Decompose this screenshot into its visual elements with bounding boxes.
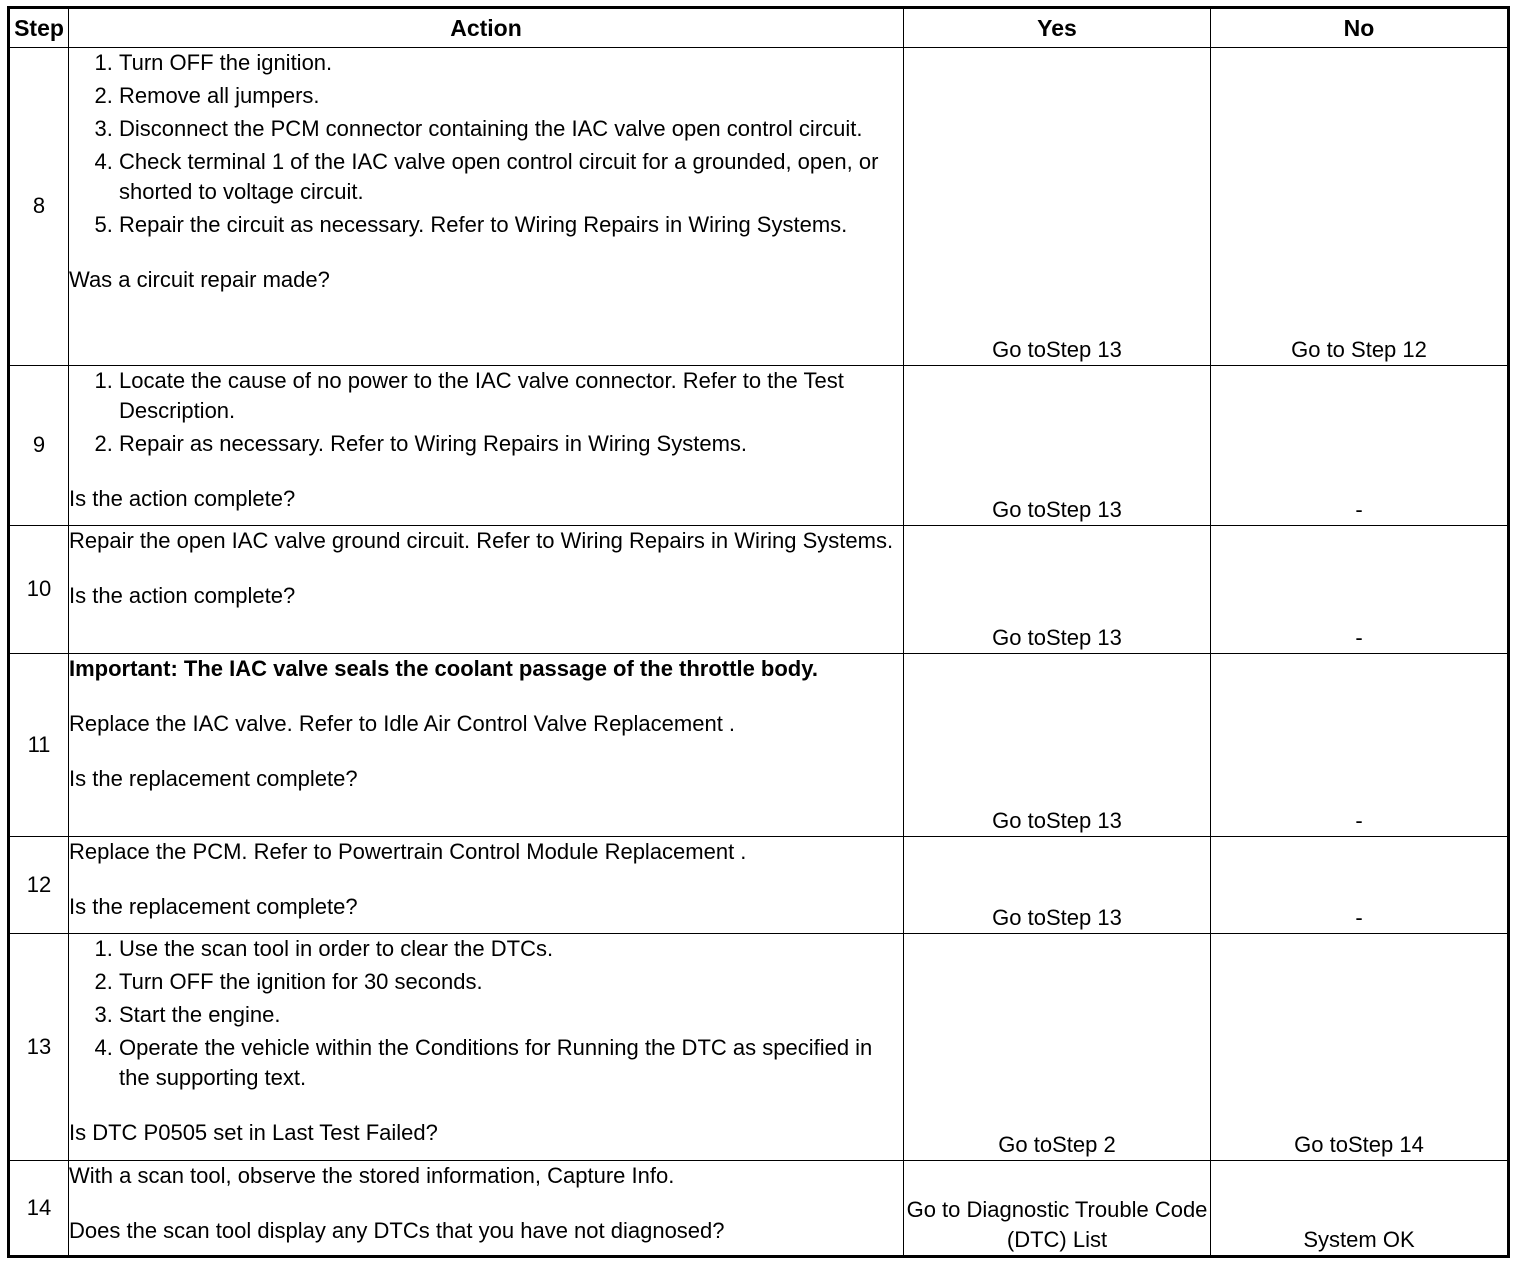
action-cell — [69, 837, 904, 934]
list-item: 4. Check terminal 1 of the IAC valve open control circuit for a grounded, open, or shorted to voltage circuit. — [119, 147, 903, 207]
list-item: 3. Disconnect the PCM connector containing the IAC valve open control circuit. — [119, 114, 903, 144]
step-number: 9 — [9, 365, 69, 525]
question-text: Is the action complete? — [69, 582, 296, 608]
action-cell — [69, 1160, 904, 1256]
no-result: - — [1211, 365, 1509, 525]
action-list — [69, 934, 903, 1093]
action-cell — [69, 48, 904, 366]
yes-result: Go toStep 2 — [904, 934, 1211, 1160]
list-item: 5. Repair the circuit as necessary. Refer to Wiring Repairs in Wiring Systems. — [119, 210, 903, 240]
question-text: Is the replacement complete? — [69, 894, 358, 920]
action-list — [69, 48, 903, 240]
question-text: Was a circuit repair made? — [69, 267, 330, 292]
list-item: 3. Start the engine. — [119, 1000, 903, 1030]
no-result: Go to Step 12 — [1211, 48, 1509, 366]
no-result: - — [1211, 525, 1509, 653]
list-item: 1. Use the scan tool in order to clear the DTCs. — [119, 934, 903, 964]
header-row — [9, 8, 1509, 48]
table-row-step-14 — [9, 1160, 1509, 1256]
table-row-step-13 — [9, 934, 1509, 1160]
list-item: 4. Operate the vehicle within the Conditions for Running the DTC as specified in the supporting text. — [119, 1033, 903, 1093]
no-result: Go toStep 14 — [1211, 934, 1509, 1160]
table-row-step-12 — [9, 837, 1509, 934]
header-yes: Yes — [904, 8, 1211, 48]
action-text: With a scan tool, observe the stored information, Capture Info. — [69, 1162, 675, 1188]
question-text: Is DTC P0505 set in Last Test Failed? — [69, 1120, 438, 1146]
table-row-step-8 — [9, 48, 1509, 366]
question-text: Is the replacement complete? — [69, 765, 358, 791]
question-text: Does the scan tool display any DTCs that you have not diagnosed? — [69, 1217, 725, 1243]
diagnostic-table — [7, 6, 1510, 1258]
action-list — [69, 366, 903, 459]
action-cell — [69, 934, 904, 1160]
no-result: - — [1211, 837, 1509, 934]
yes-result: Go toStep 13 — [904, 653, 1211, 836]
important-note: Important: The IAC valve seals the coolant passage of the throttle body. — [69, 655, 818, 681]
yes-result: Go toStep 13 — [904, 365, 1211, 525]
action-cell — [69, 525, 904, 653]
table-row-step-10 — [9, 525, 1509, 653]
yes-result: Go to Diagnostic Trouble Code (DTC) List — [904, 1160, 1211, 1256]
header-action: Action — [69, 8, 904, 48]
step-number: 8 — [9, 48, 69, 366]
yes-result: Go toStep 13 — [904, 48, 1211, 366]
action-text: Replace the PCM. Refer to Powertrain Control Module Replacement . — [69, 839, 747, 865]
step-number: 14 — [9, 1160, 69, 1256]
action-cell — [69, 653, 904, 836]
action-cell — [69, 365, 904, 525]
step-number: 12 — [9, 837, 69, 934]
no-result: - — [1211, 653, 1509, 836]
list-item: 2. Turn OFF the ignition for 30 seconds. — [119, 967, 903, 997]
list-item: 1. Locate the cause of no power to the IAC valve connector. Refer to the Test Description. — [119, 366, 903, 426]
yes-result: Go toStep 13 — [904, 837, 1211, 934]
step-number: 13 — [9, 934, 69, 1160]
table-row-step-11 — [9, 653, 1509, 836]
list-item: 2. Remove all jumpers. — [119, 81, 903, 111]
action-text: Repair the open IAC valve ground circuit. Refer to Wiring Repairs in Wiring Systems. — [69, 527, 894, 553]
header-no: No — [1211, 8, 1509, 48]
list-item: 1. Turn OFF the ignition. — [119, 48, 903, 78]
table-row-step-9 — [9, 365, 1509, 525]
no-result: System OK — [1211, 1160, 1509, 1256]
list-item: 2. Repair as necessary. Refer to Wiring Repairs in Wiring Systems. — [119, 429, 903, 459]
yes-result: Go toStep 13 — [904, 525, 1211, 653]
step-number: 11 — [9, 653, 69, 836]
step-number: 10 — [9, 525, 69, 653]
action-text: Replace the IAC valve. Refer to Idle Air Control Valve Replacement . — [69, 710, 736, 736]
header-step: Step — [9, 8, 69, 48]
question-text: Is the action complete? — [69, 485, 296, 511]
